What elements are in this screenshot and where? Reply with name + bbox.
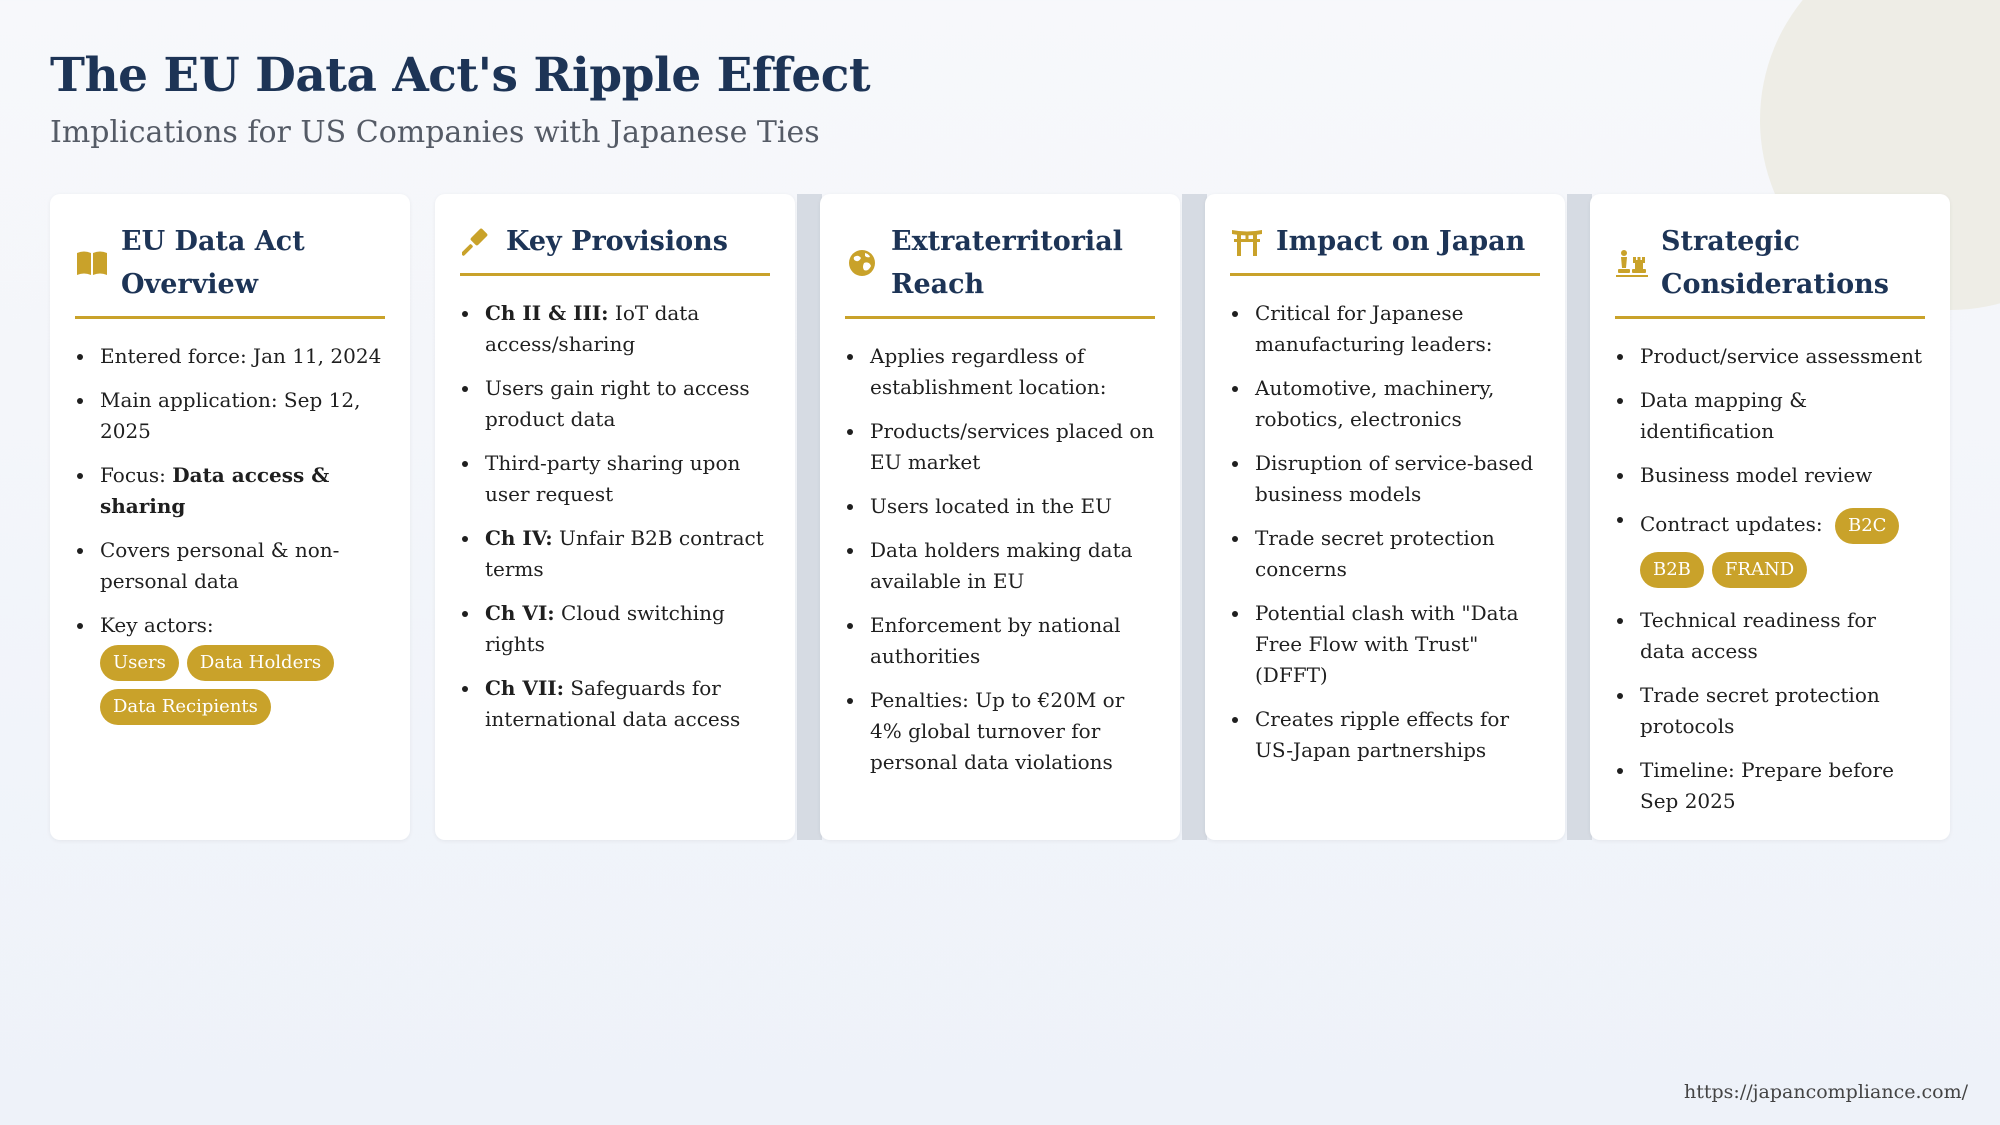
- footer-url[interactable]: https://japancompliance.com/: [1684, 1081, 1968, 1103]
- page-title: The EU Data Act's Ripple Effect: [50, 48, 871, 103]
- list-item: Data mapping & identification: [1615, 385, 1925, 447]
- card-header: [460, 220, 770, 276]
- list-item: Data holders making data available in EU: [845, 535, 1155, 597]
- list-item: Enforcement by national authorities: [845, 610, 1155, 672]
- tag-data-holders: Data Holders: [187, 645, 334, 681]
- tag-b2b: B2B: [1640, 552, 1704, 588]
- card-impact-on-japan: [1205, 194, 1565, 840]
- bullet-list: [75, 341, 385, 729]
- card-title: Extraterritorial Reach: [891, 226, 1123, 300]
- tag-frand: FRAND: [1712, 552, 1807, 588]
- list-item: Penalties: Up to €20M or 4% global turnover for personal data violations: [845, 685, 1155, 778]
- card-title: Key Provisions: [506, 226, 728, 257]
- list-item: Critical for Japanese manufacturing leaders:: [1230, 298, 1540, 360]
- globe-icon: [845, 246, 879, 280]
- list-item: Ch VI: Cloud switching rights: [460, 598, 770, 660]
- list-item: Products/services placed on EU market: [845, 416, 1155, 478]
- card-eu-data-act-overview: [50, 194, 410, 840]
- bullet-list: [845, 341, 1155, 778]
- book-icon: [75, 246, 109, 280]
- tag-users: Users: [100, 645, 179, 681]
- bullet-list: [1230, 298, 1540, 766]
- list-item: Contract updates: B2CB2B FRAND: [1615, 504, 1925, 592]
- tag-data-recipients: Data Recipients: [100, 689, 271, 725]
- list-item: Covers personal & non-personal data: [75, 535, 385, 597]
- list-item: Potential clash with "Data Free Flow with Trust" (DFFT): [1230, 598, 1540, 691]
- bullet-list: [460, 298, 770, 735]
- tag-b2c: B2C: [1835, 508, 1899, 544]
- card-row: [50, 194, 1950, 840]
- card-header: [75, 220, 385, 319]
- card-title: Impact on Japan: [1276, 226, 1526, 257]
- gavel-icon: [460, 225, 494, 259]
- list-item: Ch II & III: IoT data access/sharing: [460, 298, 770, 360]
- list-item: Users gain right to access product data: [460, 373, 770, 435]
- list-item: Trade secret protection protocols: [1615, 680, 1925, 742]
- card-header: [1615, 220, 1925, 319]
- list-item: Product/service assessment: [1615, 341, 1925, 372]
- list-item: Users located in the EU: [845, 491, 1155, 522]
- list-item: Automotive, machinery, robotics, electronics: [1230, 373, 1540, 435]
- card-header: [845, 220, 1155, 319]
- list-item: Applies regardless of establishment location:: [845, 341, 1155, 403]
- list-item: Entered force: Jan 11, 2024: [75, 341, 385, 372]
- list-item: Key actors: Users Data HoldersData Recipients: [75, 610, 385, 729]
- card-title: Strategic Considerations: [1661, 226, 1889, 300]
- list-item: Disruption of service-based business models: [1230, 448, 1540, 510]
- card-title: EU Data Act Overview: [121, 226, 305, 300]
- card-strategic-considerations: [1590, 194, 1950, 840]
- list-item: Main application: Sep 12, 2025: [75, 385, 385, 447]
- card-key-provisions: [435, 194, 795, 840]
- torii-gate-icon: [1230, 225, 1264, 259]
- list-item: Trade secret protection concerns: [1230, 523, 1540, 585]
- page-subtitle: Implications for US Companies with Japanese Ties: [50, 115, 820, 150]
- card-extraterritorial-reach: [820, 194, 1180, 840]
- list-item: Technical readiness for data access: [1615, 605, 1925, 667]
- chess-icon: [1615, 246, 1649, 280]
- list-item: Ch VII: Safeguards for international data access: [460, 673, 770, 735]
- bullet-list: [1615, 341, 1925, 817]
- list-item: Focus: Data access & sharing: [75, 460, 385, 522]
- list-item: Ch IV: Unfair B2B contract terms: [460, 523, 770, 585]
- list-item: Timeline: Prepare before Sep 2025: [1615, 755, 1925, 817]
- card-header: [1230, 220, 1540, 276]
- list-item: Business model review: [1615, 460, 1925, 491]
- list-item: Creates ripple effects for US-Japan partnerships: [1230, 704, 1540, 766]
- list-item: Third-party sharing upon user request: [460, 448, 770, 510]
